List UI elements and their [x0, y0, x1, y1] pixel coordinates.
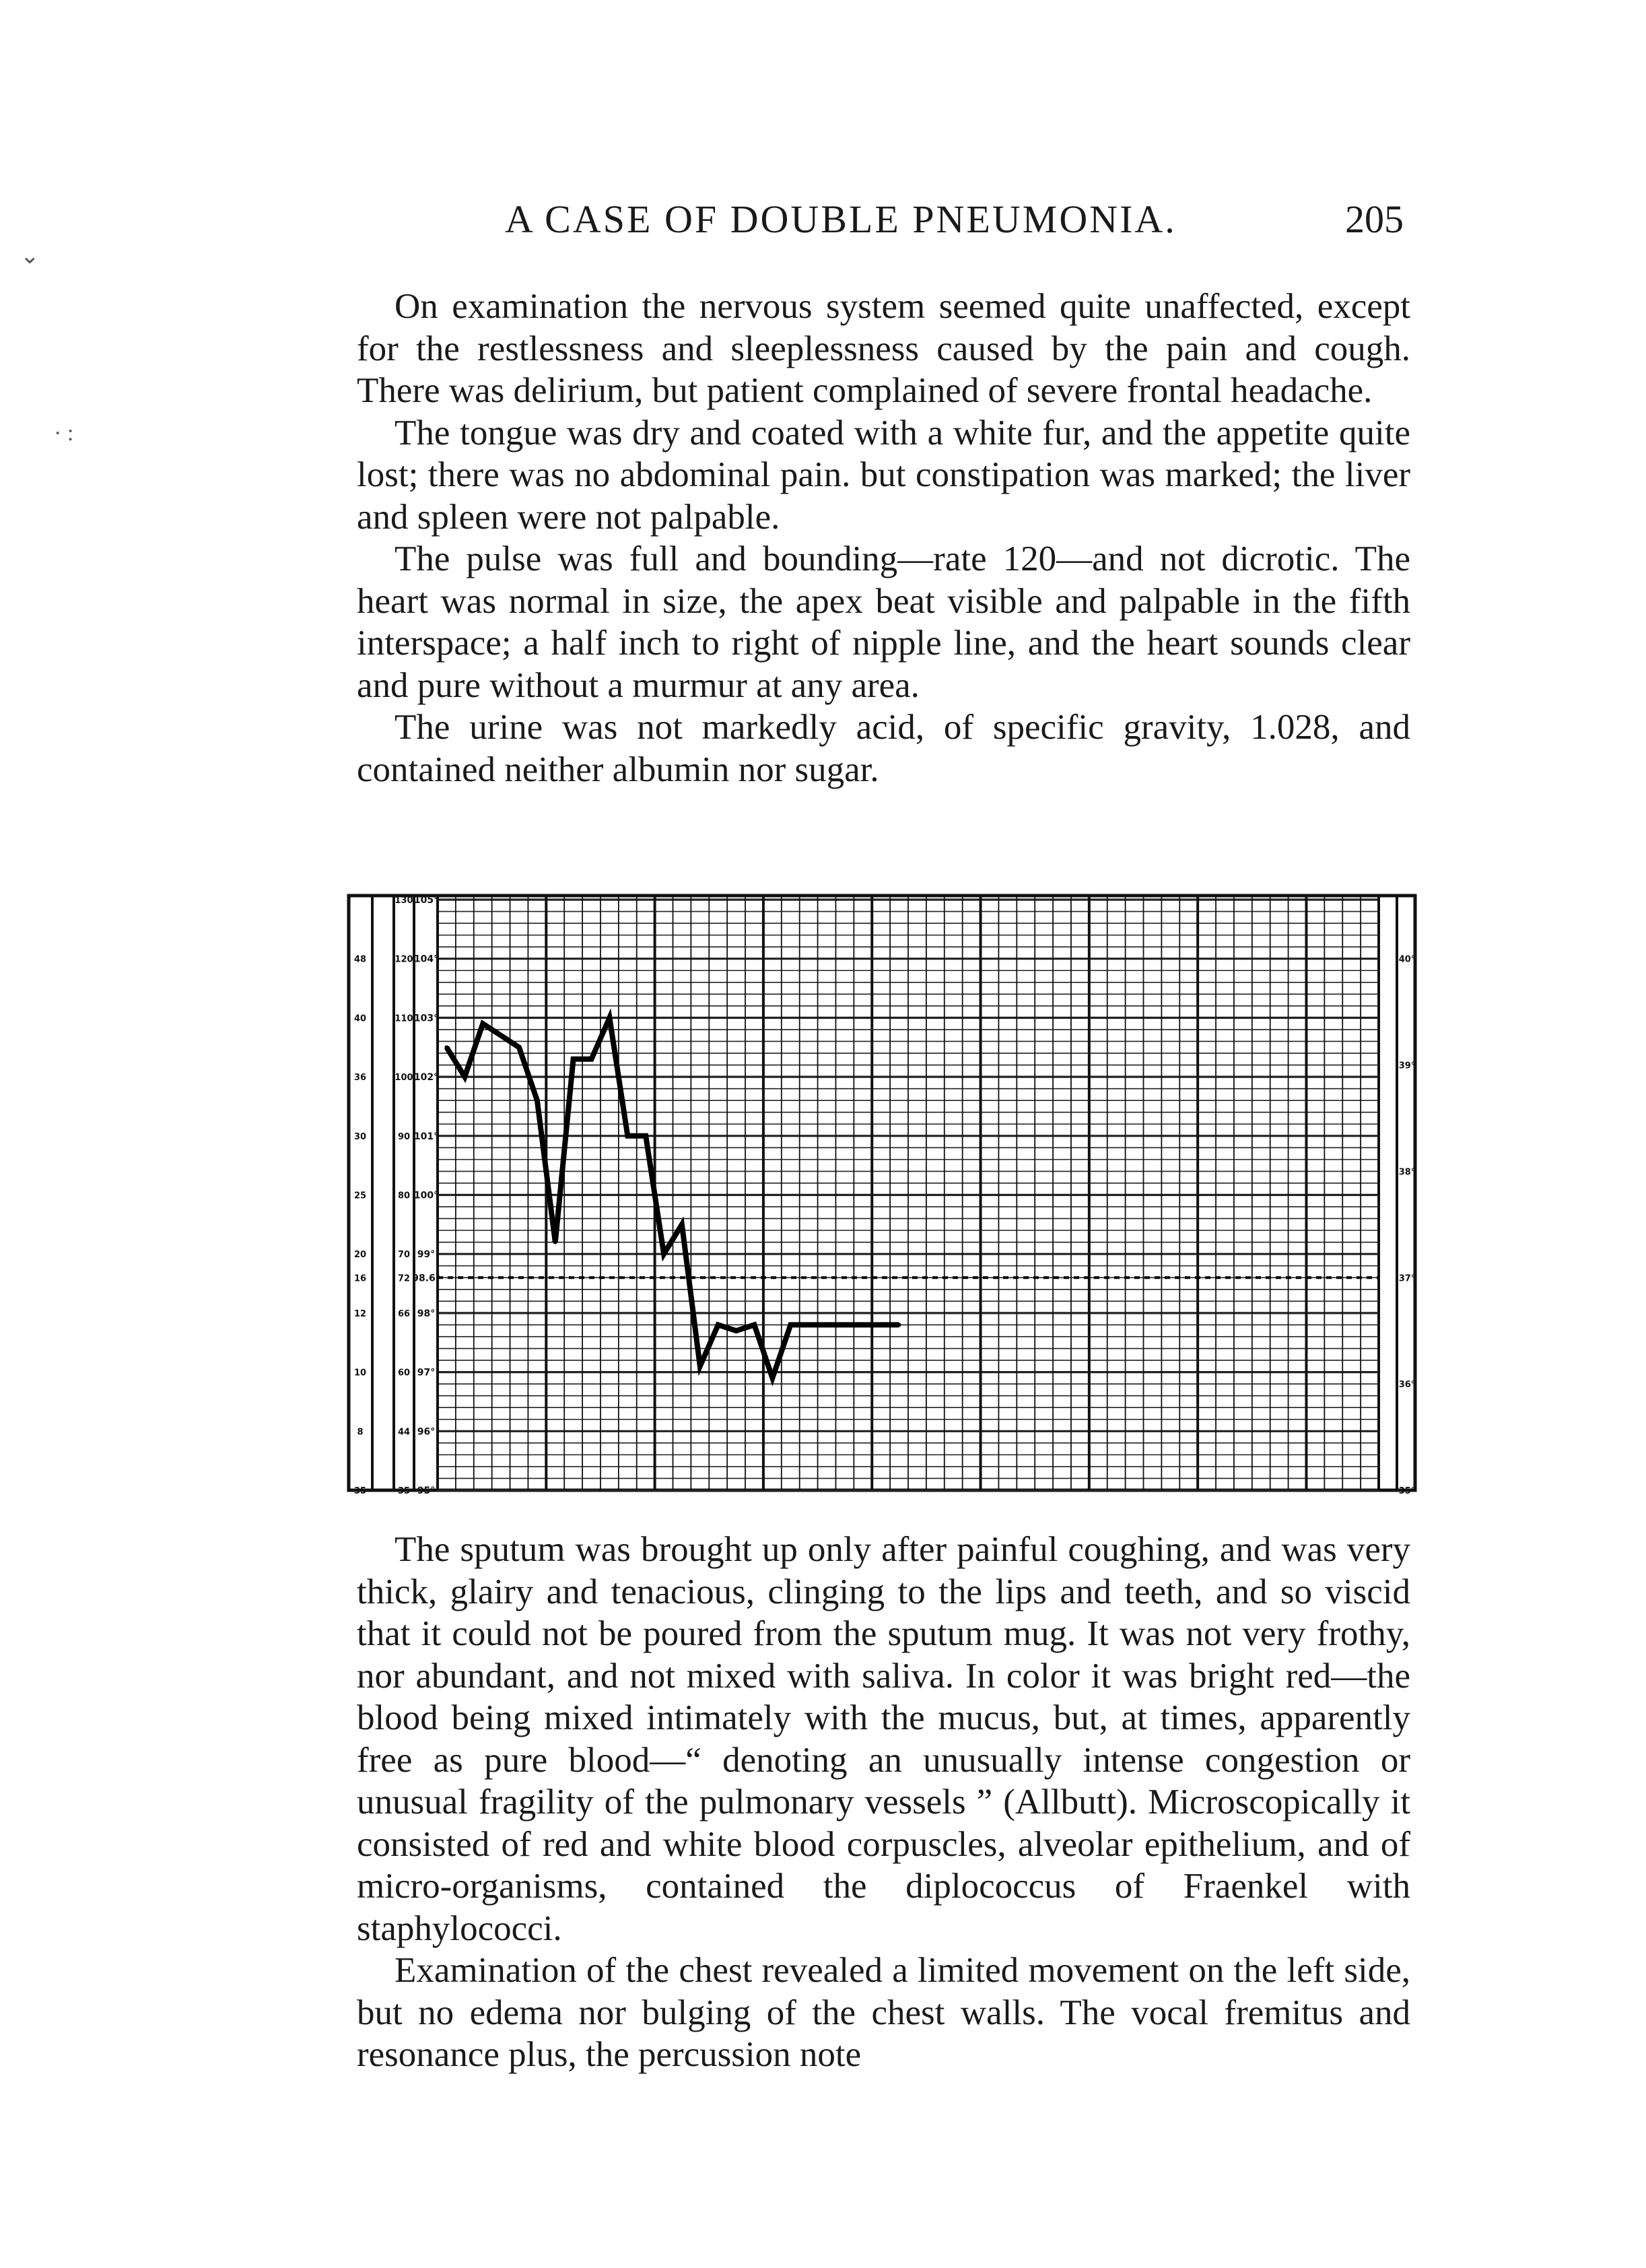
y-tick-respiration: 16 [353, 1273, 367, 1284]
y-tick-fahrenheit: 104° [413, 954, 439, 965]
temperature-point [680, 1222, 684, 1226]
temperature-point [462, 1075, 467, 1079]
temperature-point [843, 1323, 847, 1327]
y-tick-fahrenheit: 101° [413, 1131, 439, 1142]
body-text-bottom [357, 1529, 1410, 2076]
y-tick-respiration: 8 [357, 1427, 364, 1438]
page-number: 205 [1345, 197, 1404, 241]
y-tick-respiration: 10 [353, 1368, 367, 1378]
running-header-title: A CASE OF DOUBLE PNEUMONIA. [505, 197, 1177, 241]
temperature-point [770, 1376, 774, 1380]
y-tick-pulse: 66 [397, 1308, 411, 1319]
paragraph: On examination the nervous system seemed quite unaffected, except for the restlessness and sleeplessness caused by the pain and cough. There was delirium, but patient complained of severe frontal headache. [357, 287, 1410, 410]
body-text-top [357, 286, 1410, 791]
temperature-point [499, 1034, 503, 1038]
y-tick-celsius: 37° [1398, 1273, 1416, 1284]
temperature-point [644, 1134, 648, 1138]
y-tick-pulse: 120 [395, 954, 413, 965]
temperature-point [698, 1364, 702, 1368]
y-tick-pulse: 70 [397, 1250, 411, 1261]
temperature-point [752, 1323, 756, 1327]
y-tick-pulse: 35 [397, 1486, 411, 1496]
y-tick-pulse: 72 [397, 1273, 411, 1284]
y-tick-respiration: 40 [353, 1013, 367, 1024]
y-tick-fahrenheit: 105° [413, 895, 439, 906]
y-tick-pulse: 110 [395, 1013, 413, 1024]
temperature-point [788, 1323, 792, 1327]
temperature-point [607, 1015, 611, 1020]
y-tick-celsius: 36° [1398, 1380, 1416, 1391]
paragraph: The pulse was full and bounding—rate 120—and not dicrotic. The heart was normal in size, the apex beat visible and palpable in the fifth interspace; a half inch to right of nipple line, and the heart sounds clear and pure without a murmur at any area. [357, 539, 1410, 705]
y-tick-respiration: 20 [353, 1250, 367, 1261]
y-tick-respiration: 36 [353, 1073, 367, 1083]
paragraph: The sputum was brought up only after painful coughing, and was very thick, glairy and tenacious, clinging to the lips and teeth, and so viscid that it could not be poured from the sputum mug. It was not very frothy, nor abundant, and not mixed with saliva. In color it was bright red—the blood being mixed intimately with the mucus, but, at times, apparently free as pure blood—“ denoting an unusually intense congestion or unusual fragility of the pulmonary vessels ” (Allbutt). Microscopically it consisted of red and white blood corpuscles, alveolar epithelium, and of micro-organisms, contained the diplococcus of Fraenkel with staphylococci. [357, 1530, 1410, 1948]
y-tick-fahrenheit: 95° [417, 1486, 436, 1496]
y-tick-pulse: 100 [395, 1073, 413, 1083]
y-tick-fahrenheit: 100° [413, 1190, 439, 1201]
y-tick-celsius: 38° [1398, 1167, 1416, 1178]
y-tick-respiration: 12 [353, 1308, 367, 1319]
temperature-point [572, 1057, 576, 1061]
y-tick-pulse: 90 [397, 1131, 411, 1142]
temperature-point [535, 1098, 539, 1102]
temperature-point [517, 1045, 521, 1049]
paragraph: The tongue was dry and coated with a white fur, and the appetite quite lost; there was no abdominal pain. but constipation was marked; the liver and spleen were not palpable. [357, 413, 1410, 537]
y-tick-fahrenheit: 97° [417, 1367, 436, 1378]
y-tick-celsius: 39° [1398, 1061, 1416, 1071]
y-tick-fahrenheit: 102° [413, 1072, 439, 1083]
y-tick-respiration: 30 [353, 1131, 367, 1142]
temperature-point [825, 1323, 829, 1327]
y-tick-pulse: 130 [395, 896, 413, 906]
temperature-point [879, 1323, 883, 1327]
temperature-chart [347, 888, 1417, 1502]
temperature-point [625, 1134, 629, 1138]
y-tick-respiration: 48 [353, 954, 367, 965]
y-tick-pulse: 80 [397, 1191, 411, 1201]
temperature-point [807, 1323, 811, 1327]
margin-mark: · : [54, 421, 74, 446]
temperature-point [481, 1022, 485, 1026]
y-tick-celsius: 35° [1398, 1486, 1416, 1496]
y-tick-fahrenheit: 99° [417, 1249, 436, 1261]
temperature-point [590, 1057, 594, 1061]
temperature-chart-svg [347, 888, 1417, 1502]
y-tick-respiration: 25 [353, 1191, 367, 1201]
y-tick-pulse: 60 [397, 1368, 411, 1378]
y-tick-respiration: 35 [353, 1486, 367, 1496]
temperature-point [734, 1329, 739, 1333]
y-tick-fahrenheit: 96° [417, 1426, 436, 1438]
chart-frame [349, 896, 1415, 1490]
temperature-point [897, 1323, 901, 1327]
margin-mark: ⌄ [20, 244, 40, 269]
temperature-point [553, 1240, 557, 1244]
paragraph: The urine was not markedly acid, of specific gravity, 1.028, and contained neither albumin nor sugar. [357, 708, 1410, 789]
temperature-point [662, 1252, 666, 1256]
paragraph: Examination of the chest revealed a limited movement on the left side, but no edema nor bulging of the chest walls. The vocal fremitus and resonance plus, the percussion note [357, 1951, 1410, 2074]
temperature-point [444, 1045, 448, 1049]
y-tick-fahrenheit: 103° [413, 1013, 439, 1024]
y-tick-celsius: 40° [1398, 954, 1416, 965]
y-tick-pulse: 44 [397, 1427, 411, 1438]
temperature-point [716, 1323, 720, 1327]
temperature-point [861, 1323, 865, 1327]
y-tick-fahrenheit: 98.6° [412, 1273, 440, 1284]
y-tick-fahrenheit: 98° [417, 1308, 436, 1319]
